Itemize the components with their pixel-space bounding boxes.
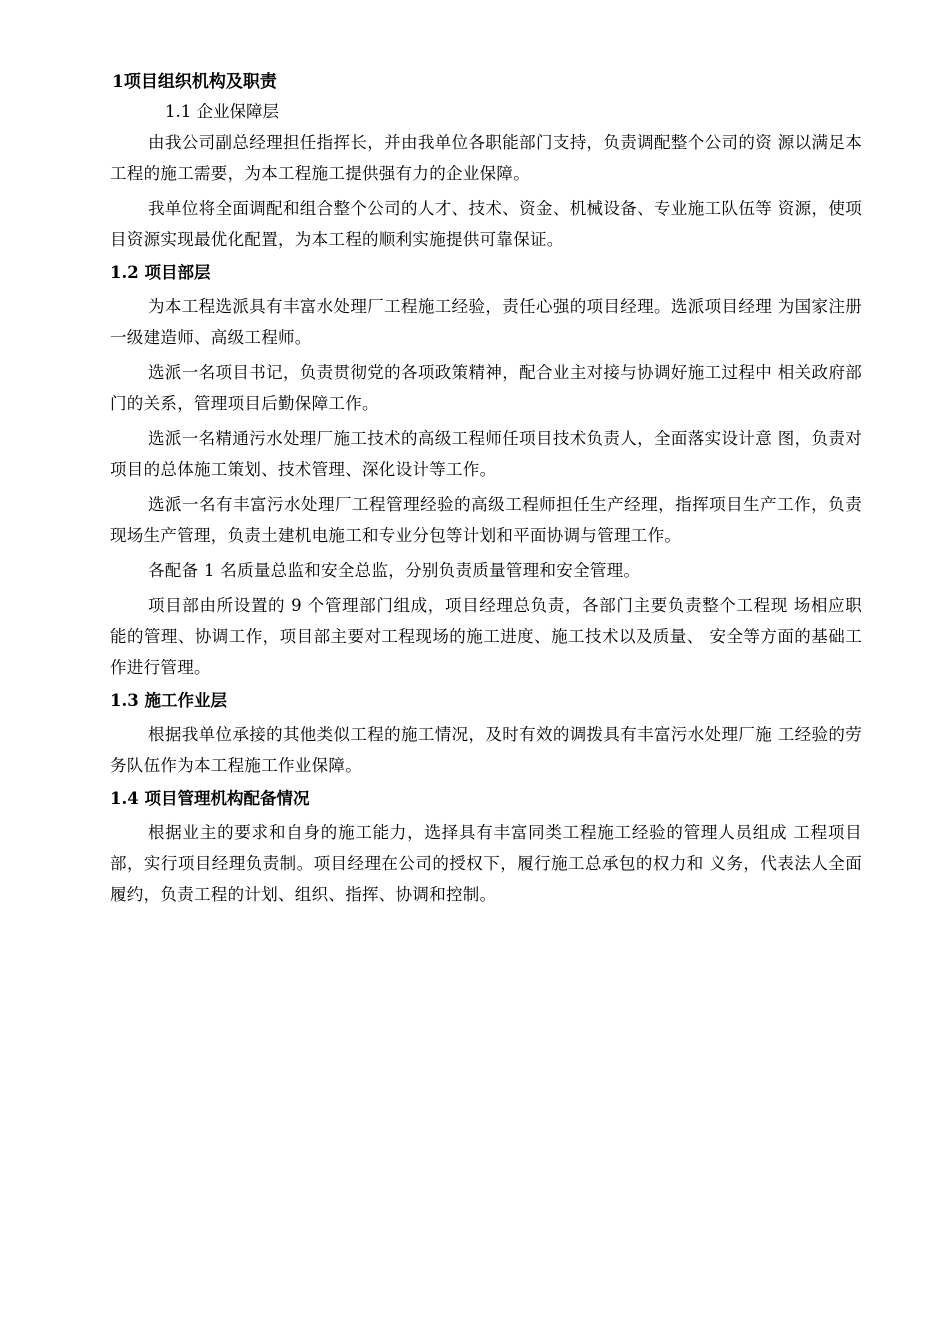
- paragraph: 根据我单位承接的其他类似工程的施工情况，及时有效的调拨具有丰富污水处理厂施 工经验的劳务队伍作为本工程施工作业保障。: [110, 725, 862, 775]
- section-heading: 1.2 项目部层: [110, 263, 211, 282]
- section-project-department: [110, 259, 862, 683]
- paragraph: 选派一名项目书记，负责贯彻党的各项政策精神，配合业主对接与协调好施工过程中 相关政府部门的关系，管理项目后勤保障工作。: [110, 363, 862, 413]
- section-management-staffing: [110, 785, 862, 910]
- section-enterprise-support: [110, 99, 862, 255]
- paragraph: 根据业主的要求和自身的施工能力，选择具有丰富同类工程施工经验的管理人员组成 工程项目部，实行项目经理负责制。项目经理在公司的授权下，履行施工总承包的权力和 义务，代表法人全面履约，负责工程的计划、组织、指挥、协调和控制。: [110, 823, 862, 904]
- paragraph: 选派一名有丰富污水处理厂工程管理经验的高级工程师担任生产经理，指挥项目生产工作，负责现场生产管理，负责土建机电施工和专业分包等计划和平面协调与管理工作。: [110, 495, 862, 545]
- paragraph: 由我公司副总经理担任指挥长，并由我单位各职能部门支持，负责调配整个公司的资 源以满足本工程的施工需要，为本工程施工提供强有力的企业保障。: [110, 133, 862, 183]
- document-title: 1项目组织机构及职责: [112, 72, 277, 92]
- section-heading: 1.1 企业保障层: [165, 102, 279, 121]
- paragraph: 选派一名精通污水处理厂施工技术的高级工程师任项目技术负责人，全面落实设计意 图，负责对项目的总体施工策划、技术管理、深化设计等工作。: [110, 429, 862, 479]
- section-heading: 1.4 项目管理机构配备情况: [110, 789, 310, 808]
- document-body: [110, 70, 862, 914]
- section-construction-operations: [110, 687, 862, 781]
- section-heading: 1.3 施工作业层: [110, 691, 227, 710]
- paragraph: 各配备 1 名质量总监和安全总监，分别负责质量管理和安全管理。: [148, 561, 641, 580]
- paragraph: 我单位将全面调配和组合整个公司的人才、技术、资金、机械设备、专业施工队伍等 资源，使项目资源实现最优化配置，为本工程的顺利实施提供可靠保证。: [110, 199, 862, 249]
- paragraph: 为本工程选派具有丰富水处理厂工程施工经验，责任心强的项目经理。选派项目经理 为国家注册一级建造师、高级工程师。: [110, 297, 862, 347]
- paragraph: 项目部由所设置的 9 个管理部门组成，项目经理总负责，各部门主要负责整个工程现 场相应职能的管理、协调工作，项目部主要对工程现场的施工进度、施工技术以及质量、 安全等方面的基础工作进行管理。: [110, 596, 862, 677]
